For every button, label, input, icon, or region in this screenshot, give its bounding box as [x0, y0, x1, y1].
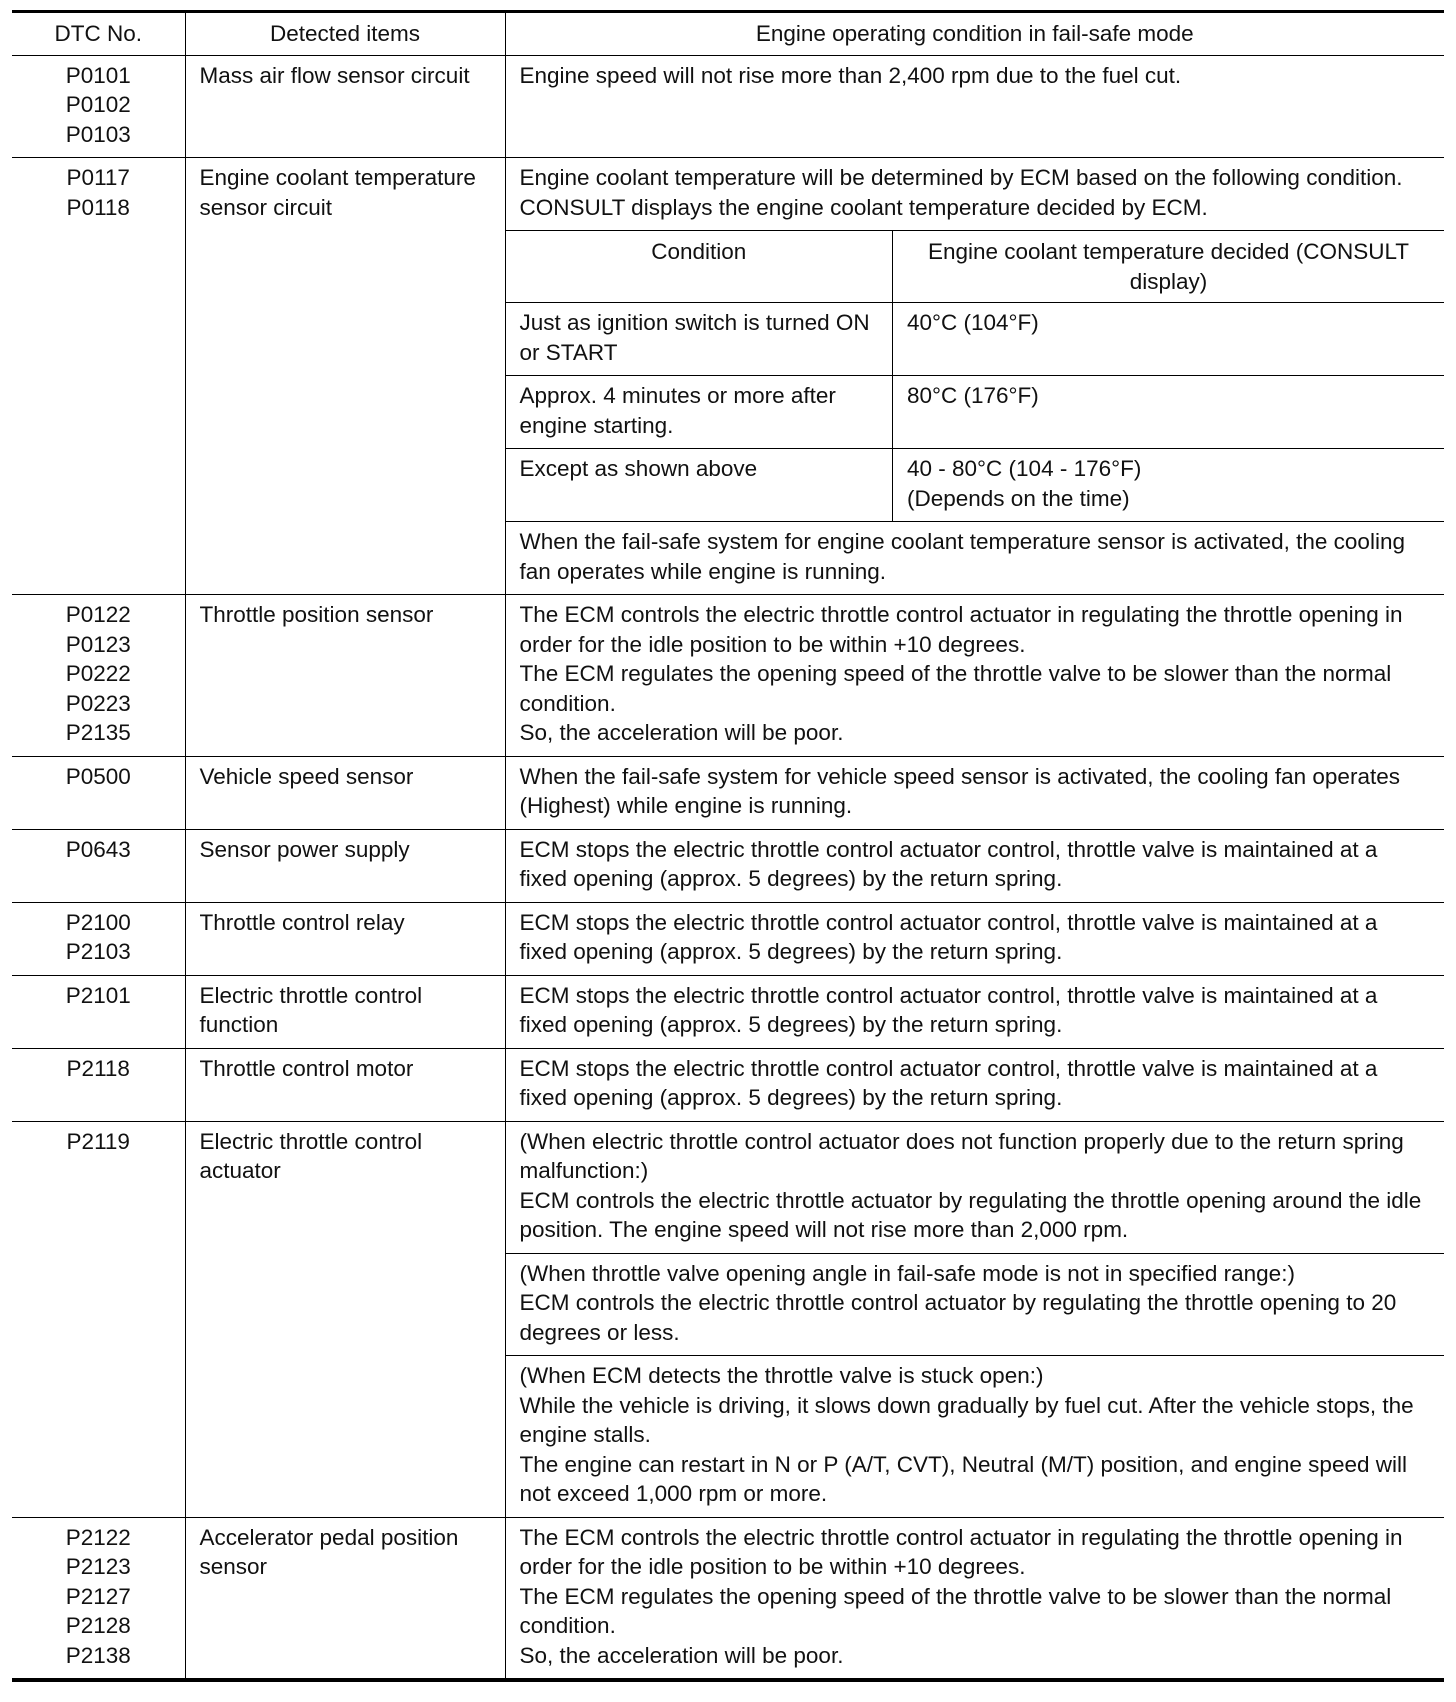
dtc-code: P0102 — [65, 92, 131, 117]
subtable-condition: Just as ignition switch is turned ON or START — [506, 303, 893, 376]
condition-text: The ECM controls the electric throttle control actuator in regulating the throttle opening in order for the idle position to be within +10 degrees. — [519, 602, 1403, 657]
subtable-condition: Except as shown above — [506, 449, 893, 522]
dtc-code: P0103 — [65, 121, 131, 147]
condition-intro — [506, 158, 1445, 230]
dtc-code: P0222 — [65, 661, 131, 686]
dtc-code: P2118 — [66, 1055, 130, 1081]
dtc-code: P2135 — [65, 720, 131, 745]
header-operating-condition: Engine operating condition in fail-safe mode — [505, 12, 1444, 56]
table-row — [12, 902, 1444, 975]
subtable-header-condition: Condition — [506, 231, 893, 303]
table-row — [12, 1121, 1444, 1517]
dtc-code: P0223 — [65, 690, 131, 716]
condition-text: (When electric throttle control actuator does not function properly due to the return spring malfunction:) — [519, 1128, 1404, 1183]
dtc-codes — [12, 595, 185, 757]
condition-text: ECM controls the electric throttle actuator by regulating the throttle opening around the idle position. The engine speed will not rise more than 2,000 rpm. — [519, 1187, 1422, 1242]
condition-text: ECM stops the electric throttle control actuator control, throttle valve is maintained at a fixed opening (approx. 5 degrees) by the return spring. — [505, 975, 1444, 1048]
subtable-value-line: 40 - 80°C (104 - 176°F) — [907, 456, 1142, 481]
table-row — [12, 595, 1444, 757]
subtable-row — [506, 449, 1445, 522]
condition-text: When the fail-safe system for vehicle speed sensor is activated, the cooling fan operates (Highest) while engine is running. — [505, 756, 1444, 829]
header-detected-items: Detected items — [185, 12, 505, 56]
coolant-temperature-subtable — [506, 230, 1445, 522]
table-row — [12, 1517, 1444, 1680]
detected-item: Accelerator pedal position sensor — [185, 1517, 505, 1680]
dtc-codes — [12, 756, 185, 829]
dtc-code: P0101 — [65, 62, 131, 88]
condition-segment — [506, 1122, 1445, 1253]
dtc-code: P2100 — [65, 909, 131, 935]
subtable-value: 40°C (104°F) — [893, 303, 1445, 376]
dtc-code: P2128 — [65, 1613, 131, 1638]
detected-item: Engine coolant temperature sensor circuit — [185, 158, 505, 595]
table-row — [12, 756, 1444, 829]
condition-cell — [505, 1517, 1444, 1680]
subtable-value-line: (Depends on the time) — [907, 485, 1130, 511]
condition-text: So, the acceleration will be poor. — [519, 1642, 844, 1668]
dtc-code: P2127 — [65, 1583, 131, 1609]
condition-text: ECM stops the electric throttle control actuator control, throttle valve is maintained at a fixed opening (approx. 5 degrees) by the return spring. — [505, 1048, 1444, 1121]
detected-item: Electric throttle control function — [185, 975, 505, 1048]
dtc-code: P2101 — [65, 982, 131, 1008]
condition-cell — [505, 158, 1444, 595]
dtc-code: P0117 — [66, 165, 130, 190]
dtc-code: P0123 — [65, 631, 131, 657]
condition-text: ECM stops the electric throttle control actuator control, throttle valve is maintained at a fixed opening (approx. 5 degrees) by the return spring. — [505, 902, 1444, 975]
dtc-code: P2122 — [65, 1524, 131, 1550]
dtc-codes — [12, 902, 185, 975]
dtc-code: P2103 — [65, 939, 131, 964]
dtc-codes — [12, 975, 185, 1048]
subtable-row — [506, 303, 1445, 376]
detected-item: Vehicle speed sensor — [185, 756, 505, 829]
condition-segment — [506, 1355, 1445, 1517]
dtc-code: P2138 — [65, 1642, 131, 1668]
dtc-codes — [12, 1048, 185, 1121]
subtable-value: 80°C (176°F) — [893, 376, 1445, 449]
condition-cell — [505, 595, 1444, 757]
detected-item: Sensor power supply — [185, 829, 505, 902]
condition-note: When the fail-safe system for engine coolant temperature sensor is activated, the cooling fan operates while engine is running. — [519, 529, 1405, 584]
subtable-header-decided: Engine coolant temperature decided (CONSULT display) — [893, 231, 1445, 303]
condition-text: While the vehicle is driving, it slows down gradually by fuel cut. After the vehicle stops, the engine stalls. — [519, 1392, 1414, 1447]
condition-text: The ECM controls the electric throttle control actuator in regulating the throttle opening in order for the idle position to be within +10 degrees. — [519, 1524, 1403, 1579]
detected-item: Throttle position sensor — [185, 595, 505, 757]
condition-text: ECM controls the electric throttle control actuator by regulating the throttle opening to 20 degrees or less. — [519, 1290, 1397, 1345]
dtc-codes — [12, 1517, 185, 1680]
subtable-header-row — [506, 231, 1445, 303]
table-row — [12, 829, 1444, 902]
dtc-codes — [12, 55, 185, 158]
condition-text: The ECM regulates the opening speed of the throttle valve to be slower than the normal condition. — [519, 661, 1392, 716]
condition-segment — [506, 1253, 1445, 1356]
condition-text: (When ECM detects the throttle valve is stuck open:) — [519, 1363, 1044, 1388]
condition-cell — [505, 1121, 1444, 1517]
dtc-codes — [12, 158, 185, 595]
dtc-code: P0118 — [66, 194, 130, 220]
dtc-codes — [12, 829, 185, 902]
table-row — [12, 55, 1444, 158]
detected-item: Throttle control motor — [185, 1048, 505, 1121]
condition-text: Engine speed will not rise more than 2,400 rpm due to the fuel cut. — [505, 55, 1444, 158]
dtc-code: P0643 — [65, 836, 131, 862]
dtc-code: P0122 — [65, 602, 131, 627]
condition-text: So, the acceleration will be poor. — [519, 720, 844, 745]
subtable-row — [506, 376, 1445, 449]
dtc-code: P2123 — [65, 1554, 131, 1579]
subtable-condition: Approx. 4 minutes or more after engine starting. — [506, 376, 893, 449]
condition-text: ECM stops the electric throttle control actuator control, throttle valve is maintained at a fixed opening (approx. 5 degrees) by the return spring. — [505, 829, 1444, 902]
dtc-code: P2119 — [66, 1128, 130, 1154]
table-row — [12, 1048, 1444, 1121]
condition-text: CONSULT displays the engine coolant temperature decided by ECM. — [519, 194, 1208, 220]
condition-text: Engine coolant temperature will be determined by ECM based on the following condition. — [519, 165, 1403, 190]
condition-text: The engine can restart in N or P (A/T, CVT), Neutral (M/T) position, and engine speed will not exceed 1,000 rpm or more. — [519, 1451, 1407, 1506]
subtable-value — [893, 449, 1445, 522]
fail-safe-table — [12, 10, 1444, 1682]
dtc-code: P0500 — [65, 763, 131, 789]
detected-item: Mass air flow sensor circuit — [185, 55, 505, 158]
header-dtc-no: DTC No. — [12, 12, 185, 56]
dtc-codes — [12, 1121, 185, 1517]
table-row — [12, 158, 1444, 595]
header-row — [12, 12, 1444, 56]
table-row — [12, 975, 1444, 1048]
condition-text: (When throttle valve opening angle in fail-safe mode is not in specified range:) — [519, 1260, 1295, 1286]
detected-item: Throttle control relay — [185, 902, 505, 975]
condition-text: The ECM regulates the opening speed of the throttle valve to be slower than the normal condition. — [519, 1583, 1392, 1638]
detected-item: Electric throttle control actuator — [185, 1121, 505, 1517]
